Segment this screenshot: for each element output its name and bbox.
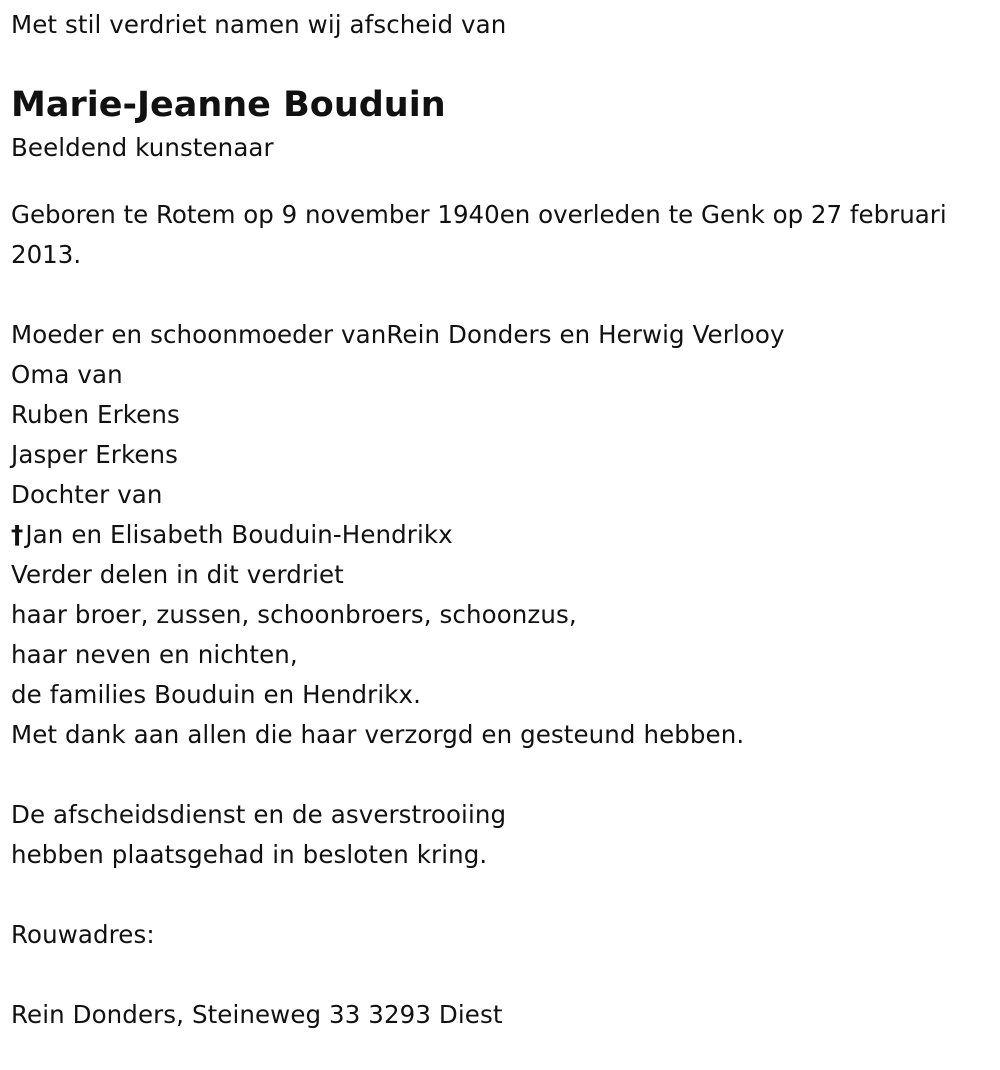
share-label: Verder delen in dit verdriet [11, 560, 344, 589]
address-label: Rouwadres: [11, 920, 155, 949]
birth-death-text: Geboren te Rotem op 9 november 1940en overleden te Genk op 27 februari 2013. [11, 200, 947, 269]
ceremony-line: hebben plaatsgehad in besloten kring. [11, 840, 488, 869]
ceremony-line: De afscheidsdienst en de asverstrooiing [11, 800, 507, 829]
parents-line [11, 515, 986, 555]
mother-line: Moeder en schoonmoeder vanRein Donders en Herwig Verlooy [11, 320, 785, 349]
profession-text: Beeldend kunstenaar [11, 133, 274, 162]
spacer [11, 875, 986, 915]
intro-text: Met stil verdriet namen wij afscheid van [11, 10, 507, 39]
relatives-line: haar neven en nichten, [11, 640, 298, 669]
grandchild-name: Jasper Erkens [11, 440, 179, 469]
death-notice [11, 0, 986, 1035]
spacer [11, 755, 986, 795]
relatives-line: de families Bouduin en Hendrikx. [11, 680, 422, 709]
address-text: Rein Donders, Steineweg 33 3293 Diest [11, 1000, 503, 1029]
relatives-line: haar broer, zussen, schoonbroers, schoonzus, [11, 600, 577, 629]
grandma-label: Oma van [11, 360, 123, 389]
daughter-label: Dochter van [11, 480, 163, 509]
grandchild-name: Ruben Erkens [11, 400, 180, 429]
parents-names: Jan en Elisabeth Bouduin-Hendrikx [25, 520, 453, 549]
thanks-line: Met dank aan allen die haar verzorgd en gesteund hebben. [11, 720, 745, 749]
spacer [11, 955, 986, 995]
cross-icon: † [11, 520, 24, 549]
deceased-name: Marie-Jeanne Bouduin [11, 85, 446, 125]
spacer [11, 275, 986, 315]
